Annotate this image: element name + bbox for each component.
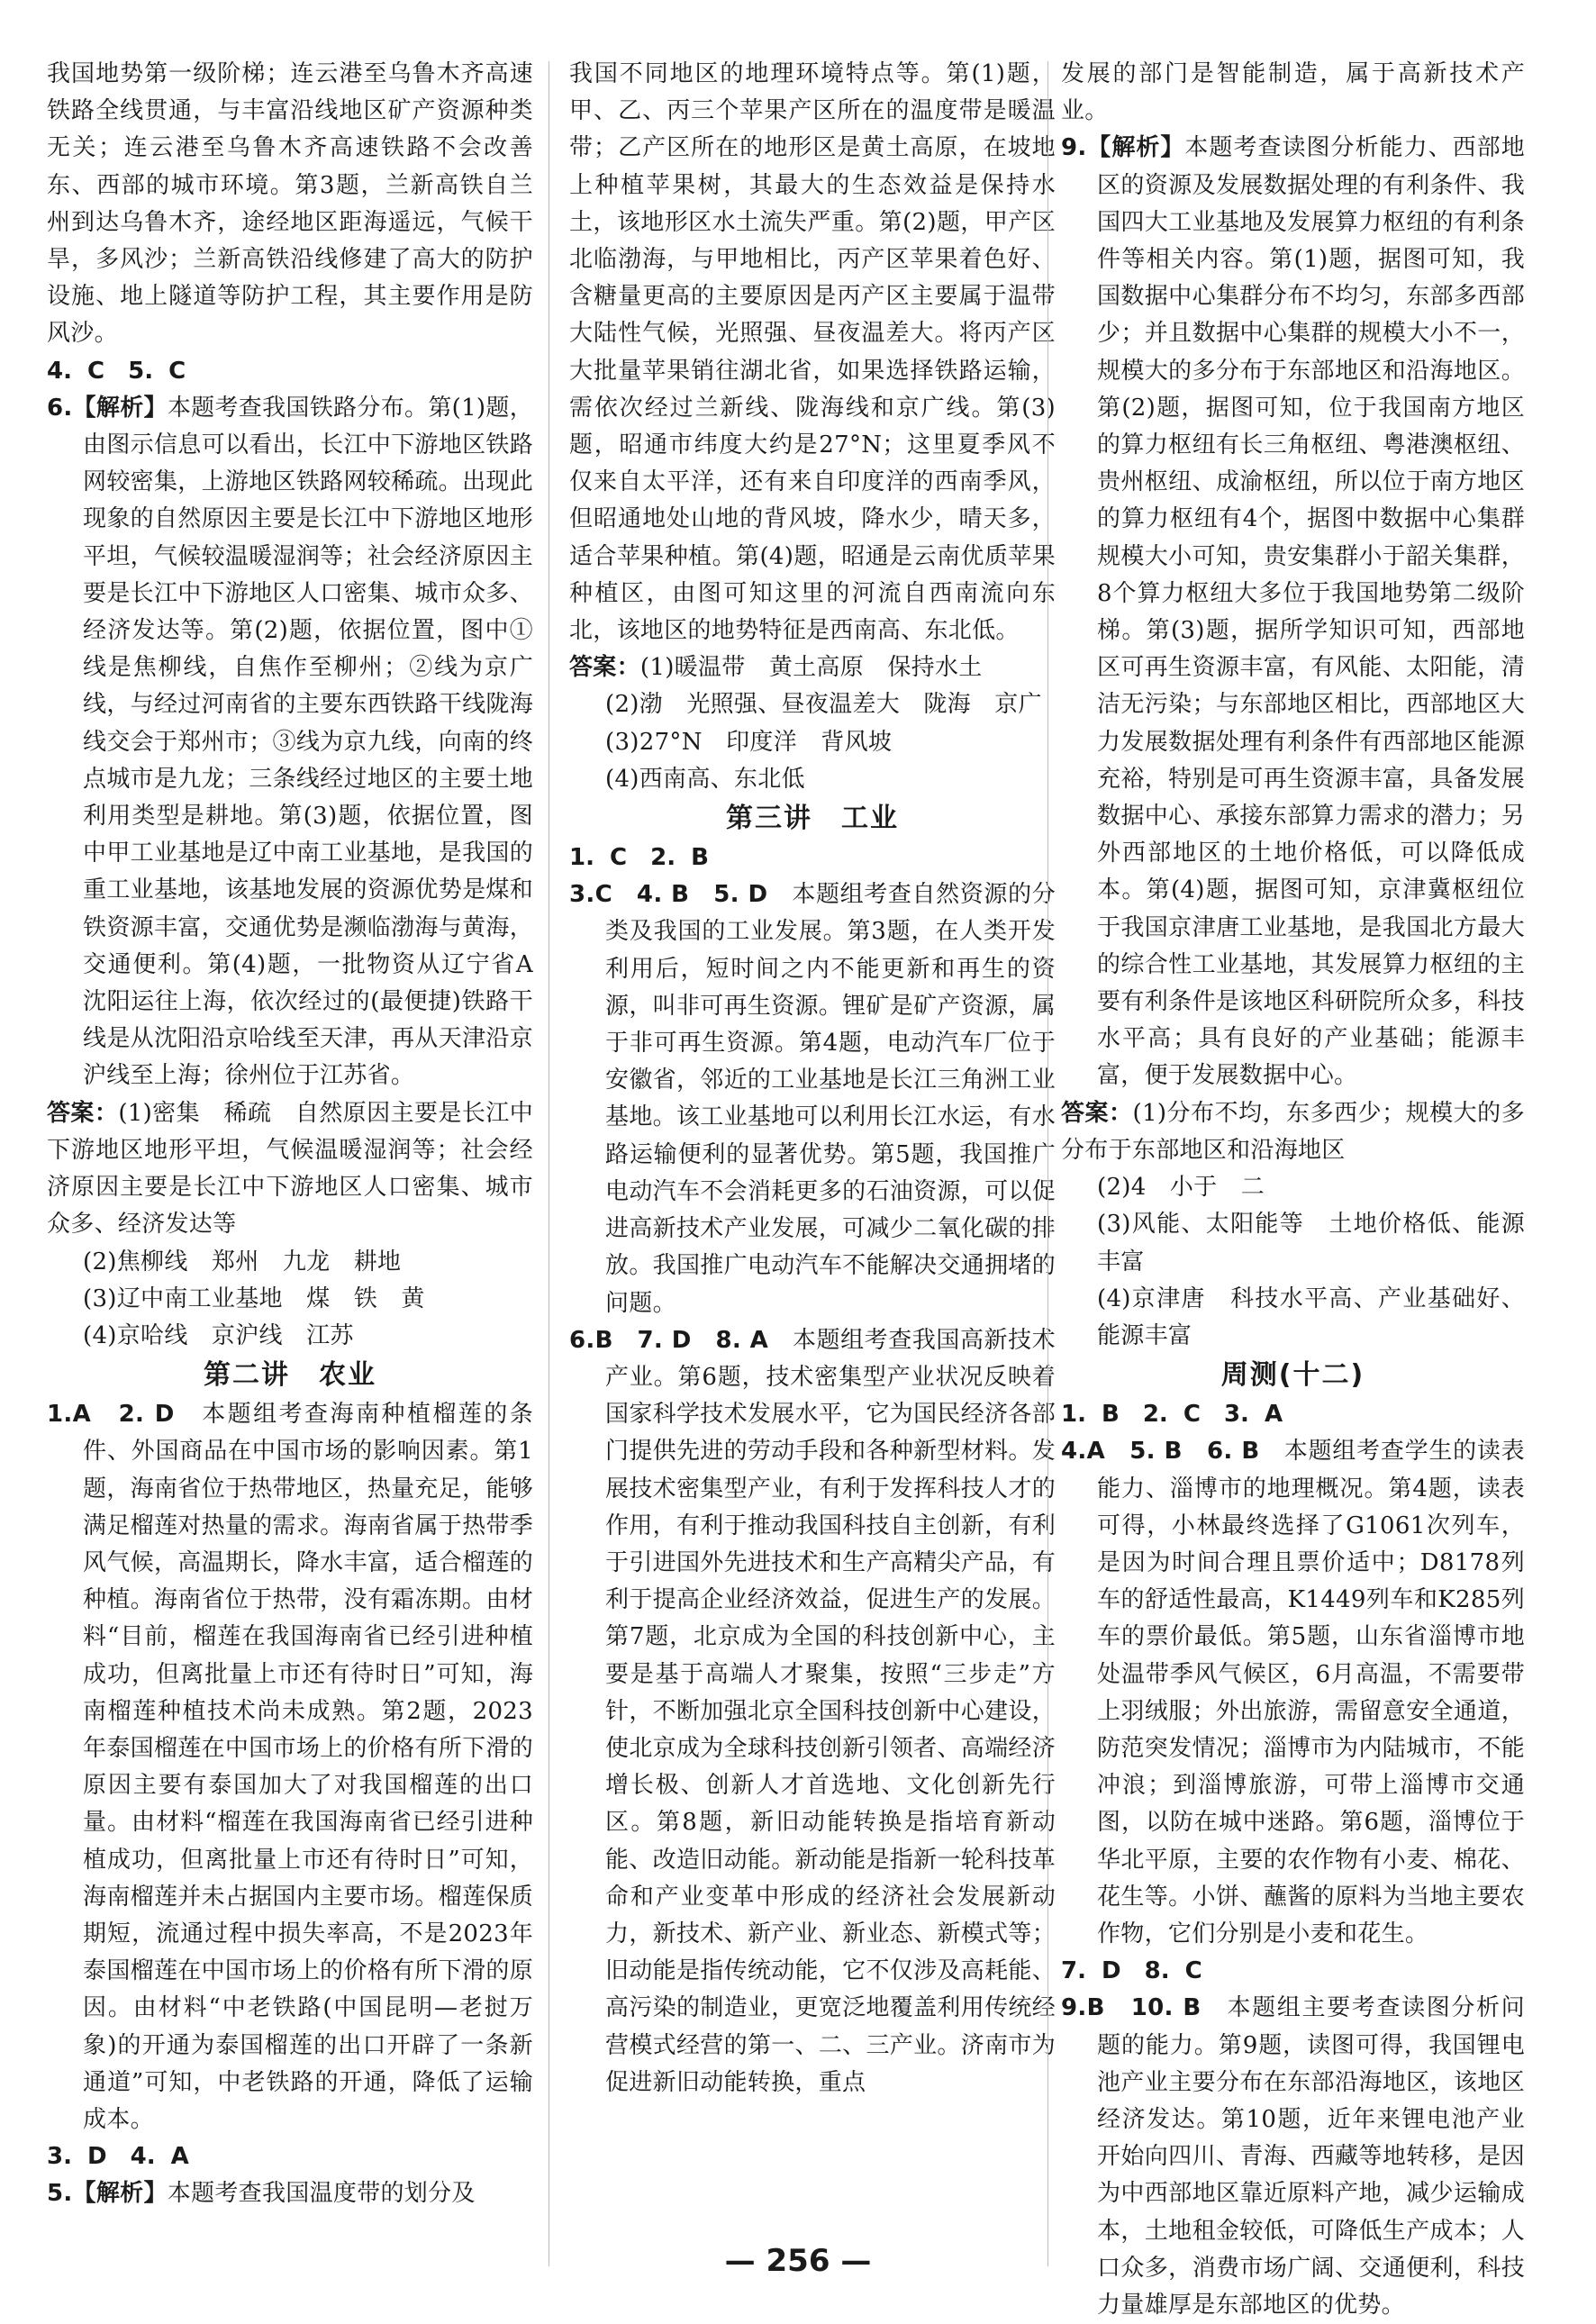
explanation-text: 本题组考查自然资源的分类及我国的工业发展。第3题，在人类开发利用后，短时间之内不能更新和再生的资源，叫非可再生资源。锂矿是矿产资源，属于非可再生资源。第4题，电动汽车厂位于安徽省，邻近的工业基地是长江三角洲工业基地。该工业基地可以利用长江水运，有水路运输便利的显著优势。第5题，我国推广电动汽车不会消耗更多的石油资源，可以促进高新技术产业发展，可减少二氧化碳的排放。我国推广电动汽车不能解决交通拥堵的问题。 [605, 881, 1056, 1317]
answer-key-row: 7. D 8. C [1061, 1957, 1202, 1985]
question-tag: 【解析】 [72, 2180, 168, 2208]
answer-text: (1)密集 稀疏 自然原因主要是长江中下游地区地形平坦，气候温暖湿润等；社会经济原因主要是长江中下游地区人口密集、城市众多、经济发达等 [47, 1099, 533, 1239]
answer-line: (2)4 小于 二 [1097, 1174, 1265, 1202]
explanation-text: 本题考查我国温度带的划分及 [167, 2180, 476, 2208]
question-tag: 【解析】 [1086, 134, 1185, 162]
question-tag: B 7. D 8. A [594, 1326, 769, 1354]
question-explanation [569, 876, 1056, 1321]
answer-label: 答案： [1061, 1099, 1133, 1127]
question-number: 6. [47, 394, 73, 422]
answer-line: (3)风能、太阳能等 土地价格低、能源丰富 [1097, 1211, 1525, 1275]
explanation-text: 本题组主要考查读图分析问题的能力。第9题，读图可得，我国锂电池产业主要分布在东部沿海地区，该地区经济发达。第10题，近年来锂电池产业开始向四川、青海、西藏等地转移，是因为中西部地区靠近原料产地，减少运输成本，土地租金较低，可降低生产成本；人口众多，消费市场广阔、交通便利，科技力量雄厚是东部地区的优势。 [1097, 1994, 1525, 2319]
answer-block [47, 1095, 533, 1244]
answer-key-row: 4. C 5. C [47, 357, 186, 385]
answer-line: (3)辽中南工业基地 煤 铁 黄 [83, 1285, 425, 1312]
question-tag: C 4. B 5. D [594, 881, 768, 909]
explanation-text: 本题组考查海南种植榴莲的条件、外国商品在中国市场的影响因素。第1题，海南省位于热带地区，热量充足，能够满足榴莲对热量的需求。海南省属于热带季风气候，高温期长，降水丰富，适合榴莲的种植。海南省位于热带，没有霜冻期。由材料“目前，榴莲在我国海南省已经引进种植成功，但离批量上市还有待时日”可知，海南榴莲种植技术尚未成熟。第2题，2023年泰国榴莲在中国市场上的价格有所下滑的原因主要有泰国加大了对我国榴莲的出口量。由材料“榴莲在我国海南省已经引进种植成功，但离批量上市还有待时日”可知，海南榴莲并未占据国内主要市场。榴莲保质期短，流通过程中损失率高，不是2023年泰国榴莲在中国市场上的价格有所下滑的原因。由材料“中老铁路(中国昆明—老挝万象)的开通为泰国榴莲的出口开辟了一条新通道”可知，中老铁路的开通，降低了运输成本。 [83, 1401, 533, 2133]
answer-line: (4)京津唐 科技水平高、产业基础好、能源丰富 [1097, 1285, 1525, 1349]
question-tag: A 5. B 6. B [1086, 1438, 1260, 1466]
question-number: 3. [569, 881, 595, 909]
answer-key-row: 1. B 2. C 3. A [1061, 1401, 1283, 1429]
answer-text: (1)暖温带 黄土高原 保持水土 [639, 654, 983, 682]
question-number: 4. [1061, 1438, 1087, 1466]
answer-label: 答案： [47, 1099, 119, 1127]
column-middle [569, 56, 1056, 2102]
paragraph: 我国地势第一级阶梯；连云港至乌鲁木齐高速铁路全线贯通，与丰富沿线地区矿产资源种类无关；连云港至乌鲁木齐高速铁路不会改善东、西部的城市环境。第3题，兰新高铁自兰州到达乌鲁木齐，途经地区距海遥远，气候干旱，多风沙；兰新高铁沿线修建了高大的防护设施、地上隧道等防护工程，其主要作用是防风沙。 [47, 60, 533, 348]
answer-label: 答案： [569, 654, 640, 682]
answer-key-row: 1. C 2. B [569, 844, 709, 872]
answer-block [1061, 1095, 1525, 1169]
paragraph: 发展的部门是智能制造，属于高新技术产业。 [1061, 60, 1525, 125]
question-number: 6. [569, 1326, 595, 1354]
explanation-text: 本题组考查我国高新技术产业。第6题，技术密集型产业状况反映着国家科学技术发展水平，它为国民经济各部门提供先进的劳动手段和各种新型材料。发展技术密集型产业，有利于发挥科技人才的作用，有利于推动我国科技自主创新，有利于引进国外先进技术和生产高精尖产品，有利于提高企业经济效益，促进生产的发展。第7题，北京成为全国的科技创新中心，主要是基于高端人才聚集，按照“三步走”方针，不断加强北京全国科技创新中心建设，使北京成为全球科技创新引领者、高端经济增长极、创新人才首选地、文化创新先行区。第8题，新旧动能转换是指培育新动能、改造旧动能。新动能是指新一轮科技革命和产业变革中形成的经济社会发展新动力，新技术、新产业、新业态、新模式等；旧动能是指传统动能，它不仅涉及高耗能、高污染的制造业，更宽泛地覆盖利用传统经营模式经营的第一、二、三产业。济南市为促进新旧动能转换，重点 [605, 1326, 1056, 2096]
column-left [47, 56, 533, 2213]
explanation-text: 本题考查读图分析能力、西部地区的资源及发展数据处理的有利条件、我国四大工业基地及发展算力枢纽的有利条件等相关内容。第(1)题，据图可知，我国数据中心集群分布不均匀，东部多西部少；并且数据中心集群的规模大小不一，规模大的多分布于东部地区和沿海地区。第(2)题，据图可知，位于我国南方地区的算力枢纽有长三角枢纽、粤港澳枢纽、贵州枢纽、成渝枢纽，所以位于南方地区的算力枢纽有4个，据图中数据中心集群规模大小可知，贵安集群小于韶关集群，8个算力枢纽大多位于我国地势第二级阶梯。第(3)题，据所学知识可知，西部地区可再生资源丰富，有风能、太阳能，清洁无污染；与东部地区相比，西部地区大力发展数据处理有利条件有西部地区能源充裕，特别是可再生资源丰富，具备发展数据中心、承接东部算力需求的潜力；另外西部地区的土地价格低，可以降低成本。第(4)题，据图可知，京津冀枢纽位于我国京津唐工业基地，是我国北方最大的综合性工业基地，其发展算力枢纽的主要有利条件是该地区科研院所众多，科技水平高；具有良好的产业基础；能源丰富，便于发展数据中心。 [1097, 134, 1526, 1090]
question-explanation [569, 1322, 1056, 2102]
question-tag: 【解析】 [72, 394, 168, 422]
answer-line: (3)27°N 印度洋 背风坡 [605, 728, 893, 756]
question-explanation [1061, 1433, 1525, 1953]
section-heading: 第二讲 农业 [204, 1359, 376, 1392]
answer-key-row: 3. D 4. A [47, 2143, 189, 2171]
question-explanation [47, 1396, 533, 2138]
column-right [1061, 56, 1525, 2324]
question-tag: B 10. B [1086, 1994, 1202, 2022]
section-heading: 第三讲 工业 [726, 803, 899, 835]
answer-text: (1)分布不均，东多西少；规模大的多分布于东部地区和沿海地区 [1061, 1099, 1525, 1164]
section-heading: 周测(十二) [1220, 1359, 1365, 1392]
question-number: 9. [1061, 134, 1087, 162]
explanation-text: 本题组考查学生的读表能力、淄博市的地理概况。第4题，读表可得，小林最终选择了G1061次列车，是因为时间合理且票价适中；D8178列车的舒适性最高，K1449列车和K285列车的票价最低。第5题，山东省淄博市地处温带季风气候区，6月高温，不需要带上羽绒服；外出旅游，需留意安全通道，防范突发情况；淄博市为内陆城市，不能冲浪；到淄博旅游，可带上淄博市交通图，以防在城中迷路。第6题，淄博位于华北平原，主要的农作物有小麦、棉花、花生等。小饼、蘸酱的原料为当地主要农作物，它们分别是小麦和花生。 [1097, 1438, 1525, 1947]
question-explanation [1061, 130, 1525, 1094]
answer-line: (4)西南高、东北低 [605, 765, 805, 793]
answer-line: (2)焦柳线 郑州 九龙 耕地 [83, 1248, 402, 1275]
column-divider-2 [1047, 61, 1048, 2266]
page-number: — 256 — [724, 2243, 872, 2279]
question-number: 1. [47, 1401, 73, 1429]
answer-line: (2)渤 光照强、昼夜温差大 陇海 京广 [605, 691, 1042, 719]
question-number: 9. [1061, 1994, 1087, 2022]
question-explanation [47, 2175, 533, 2212]
answer-line: (4)京哈线 京沪线 江苏 [83, 1321, 354, 1349]
question-number: 5. [47, 2180, 73, 2208]
answer-block [569, 649, 1056, 686]
paragraph: 我国不同地区的地理环境特点等。第(1)题，甲、乙、丙三个苹果产区所在的温度带是暖温带；乙产区所在的地形区是黄土高原，在坡地上种植苹果树，其最大的生态效益是保持水土，该地形区水土流失严重。第(2)题，甲产区北临渤海，与甲地相比，丙产区苹果着色好、含糖量更高的主要原因是丙产区主要属于温带大陆性气候，光照强、昼夜温差大。将丙产区大批量苹果销往湖北省，如果选择铁路运输，需依次经过兰新线、陇海线和京广线。第(3)题，昭通市纬度大约是27°N；这里夏季风不仅来自太平洋，还有来自印度洋的西南季风，但昭通地处山地的背风坡，降水少，晴天多，适合苹果种植。第(4)题，昭通是云南优质苹果种植区，由图可知这里的河流自西南流向东北，该地区的地势特征是西南高、东北低。 [569, 60, 1056, 645]
explanation-text: 本题考查我国铁路分布。第(1)题，由图示信息可以看出，长江中下游地区铁路网较密集，上游地区铁路网较稀疏。出现此现象的自然原因主要是长江中下游地区地形平坦，气候较温暖湿润等；社会经济原因主要是长江中下游地区人口密集、城市众多、经济发达等。第(2)题，依据位置，图中①线是焦柳线，自焦作至柳州；②线为京广线，与经过河南省的主要东西铁路干线陇海线交会于郑州市；③线为京九线，向南的终点城市是九龙；三条线经过地区的主要土地利用类型是耕地。第(3)题，依据位置，图中甲工业基地是辽中南工业基地，是我国的重工业基地，该基地发展的资源优势是煤和铁资源丰富，交通优势是濒临渤海与黄海，交通便利。第(4)题，一批物资从辽宁省A沈阳运往上海，依次经过的(最便捷)铁路干线是从沈阳沿京哈线至天津，再从天津沿京沪线至上海；徐州位于江苏省。 [83, 394, 533, 1090]
question-tag: A 2. D [72, 1401, 175, 1429]
question-explanation [47, 390, 533, 1095]
